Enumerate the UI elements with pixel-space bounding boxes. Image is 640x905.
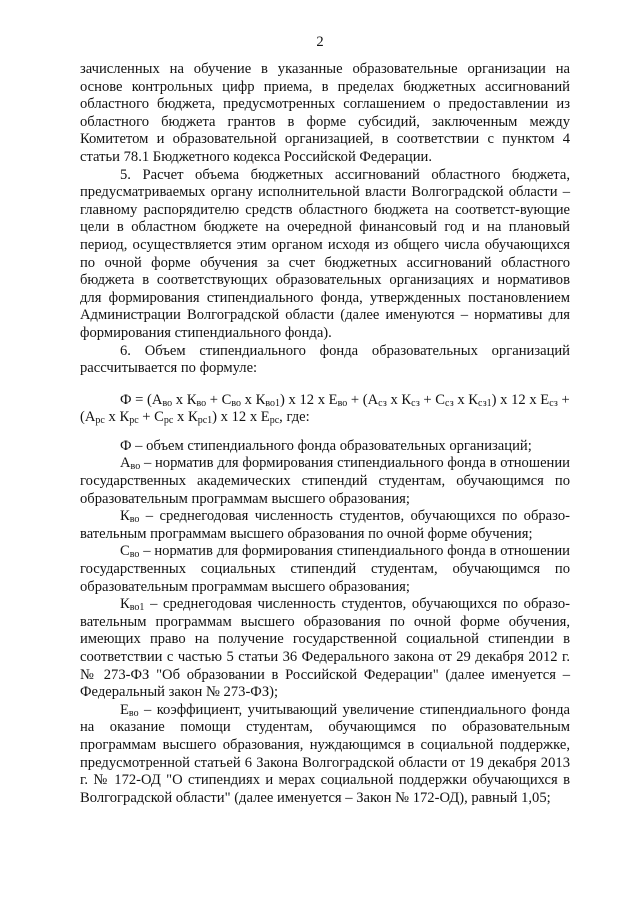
- paragraph-6: 6. Объем стипендиального фонда образовательных организаций рассчитывается по формуле:: [80, 342, 570, 377]
- paragraph-5: 5. Расчет объема бюджетных ассигнований областного бюджета, предусматриваемых органу исполнительной власти Волгоградской области – главному распорядителю средств областного бюджета на соответст-вующие цели в областном бюджете на очередной финансовый год и на плановый период, осуществляется этим органом исходя из общего числа обучающихся по очной форме обучения за счет бюджетных ассигнований областного бюджета в соответствующих образовательных организациях и нормативов для формирования стипендиального фонда, утвержденных постановлением Администрации Волгоградской области (далее именуются – нормативы для формирования стипендиального фонда).: [80, 166, 570, 341]
- definition-avo: $А_{во}$ – норматив для формирования стипендиального фонда в отношении государственных академических стипендий студентам, обучающимся по образовательным программам высшего образования;: [80, 455, 570, 507]
- definition-evo: $Е_{во}$ – коэффициент, учитывающий увеличение стипендиального фонда на оказание помощи студентам, обучающимся по образовательным программам высшего образования, нуждающимся в социальной поддержке, предусмотренной статьей 6 Закона Волгоградской области от 19 декабря 2013 г. № 172-ОД "О стипендиях и мерах социальной поддержки обучающихся в Волгоградской области" (далее именуется – Закон № 172-ОД), равный 1,05;: [80, 701, 570, 806]
- formula: $Ф = (А_{во}$ х $К_{во} + С_{во}$ х $К_{во1}$) х 12 х $Е_{во} + (А_{сз}$ х $К_{сз} + С_{сз}$ х $К_{сз1}$) х 12 х $Е_{сз}$ + ($А_{рс}$ х $К_{рс} + С_{рс}$ х $К_{рс1}$) х 12 х $Е_{рс}$, где:: [80, 391, 570, 427]
- definition-phi: Ф – объем стипендиального фонда образовательных организаций;: [120, 437, 532, 454]
- paragraph-continuation: зачисленных на обучение в указанные образовательные организации на основе контрольных цифр приема, в пределах бюджетных ассигнований областного бюджета, предусмотренных соглашением о предоставлении из областного бюджета грантов в форме субсидий, заключенным между Комитетом и образовательной организацией, в соответствии с пунктом 4 статьи 78.1 Бюджетного кодекса Российской Федерации.: [80, 61, 570, 165]
- definition-kvo1: $К_{во1}$ – среднегодовая численность студентов, обучающихся по образо-вательным программам высшего образования по очной форме обучения, имеющих право на получение государственной социальной стипендии в соответствии с частью 5 статьи 36 Федерального закона от 29 декабря 2012 г. № 273-ФЗ "Об образовании в Российской Федерации" (далее именуется – Федеральный закон № 273-ФЗ);: [80, 596, 570, 701]
- definition-cvo: $С_{во}$ – норматив для формирования стипендиального фонда в отношении государственных социальных стипендий студентам, обучающимся по образовательным программам высшего образования;: [80, 543, 570, 595]
- definition-kvo: $К_{во}$ – среднегодовая численность студентов, обучающихся по образо-вательным программам высшего образования по очной форме обучения;: [80, 508, 570, 542]
- page-number: 2: [316, 34, 324, 50]
- document-body: [80, 61, 570, 807]
